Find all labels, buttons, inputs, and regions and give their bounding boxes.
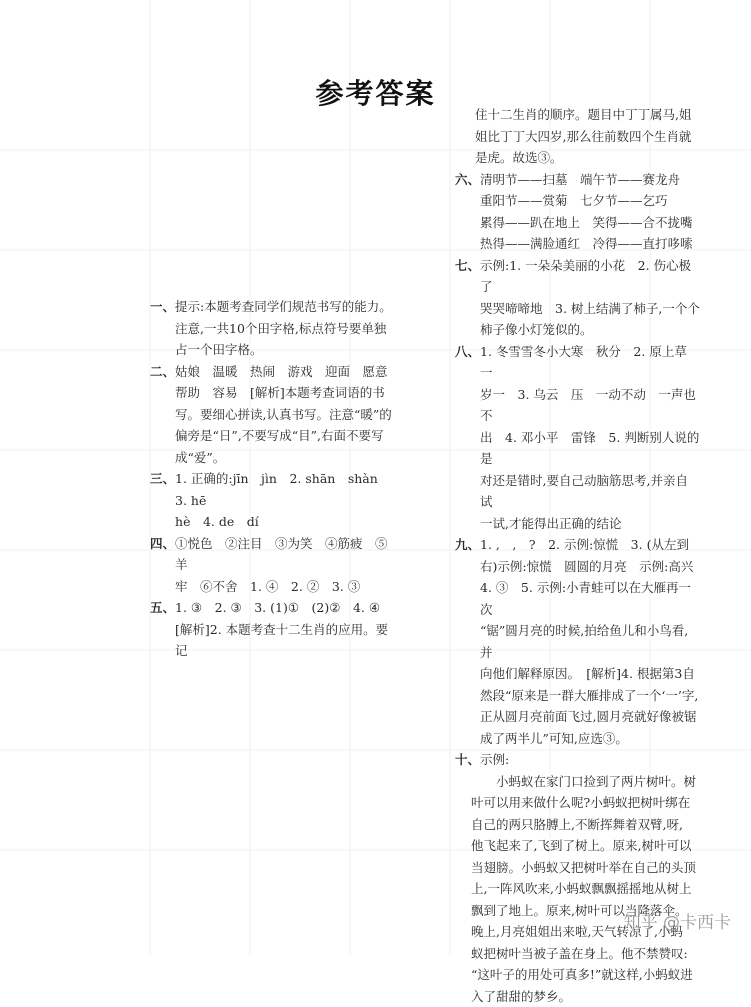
page-title: 参考答案 xyxy=(0,72,751,112)
item-number: 六、 xyxy=(455,169,480,255)
item-text: 1. , , ? 2. 示例:惊慌 3. (从左到 右)示例:惊慌 圆圆的月亮 示例:高兴 4. ③ 5. 示例:小青蛙可以在大雁再一次 “锯”圆月亮的时候,拍给鱼儿和小鸟看,并 向他们解释原因。 [解析]4. 根据第3自 然段“原来是一群大雁排成了一个‘一’字, 正从圆月亮前面飞过,圆月亮就好像被锯 成了两半儿”可知,应选③。 xyxy=(480,534,700,749)
answer-item-5 xyxy=(150,597,400,662)
watermark: 知乎 @卡西卡 xyxy=(624,908,731,933)
item-number: 八、 xyxy=(455,341,480,535)
item-number: 三、 xyxy=(150,468,175,533)
item-text: 1. 冬雪雪冬小大寒 秋分 2. 原上草 一 岁一 3. 乌云 压 一动不动 一声也不 出 4. 邓小平 雷锋 5. 判断别人说的是 对还是错时,要自己动脑筋思考,并亲自试 一试,才能得出正确的结论 xyxy=(480,341,700,535)
answer-item-7 xyxy=(455,255,700,341)
item-text: 清明节——扫墓 端午节——赛龙舟 重阳节——赏菊 七夕节——乞巧 累得——趴在地上 笑得——合不拢嘴 热得——满脸通红 冷得——直打哆嗦 xyxy=(480,169,700,255)
item-number: 十、 xyxy=(455,749,480,771)
item-text: 1. ③ 2. ③ 3. (1)① (2)② 4. ④ [解析]2. 本题考查十二生肖的应用。要记 xyxy=(175,597,400,662)
answer-item-9 xyxy=(455,534,700,749)
item-number: 二、 xyxy=(150,361,175,469)
continued-text: 住十二生肖的顺序。题目中丁丁属马,姐 姐比丁丁大四岁,那么往前数四个生肖就 是虎。故选③。 xyxy=(455,104,700,169)
left-answer-column xyxy=(150,296,400,662)
right-answer-column xyxy=(455,104,700,1007)
answer-item-6 xyxy=(455,169,700,255)
answer-item-10 xyxy=(455,749,700,771)
answer-item-4 xyxy=(150,533,400,598)
item-text: ①悦色 ②注目 ③为笑 ④筋疲 ⑤羊 牢 ⑥不舍 1. ④ 2. ② 3. ③ xyxy=(175,533,400,598)
item-number: 九、 xyxy=(455,534,480,749)
item-number: 一、 xyxy=(150,296,175,361)
item-text: 1. 正确的:jīn jìn 2. shān shàn 3. hē hè 4. de dí xyxy=(175,468,400,533)
item-text: 示例:1. 一朵朵美丽的小花 2. 伤心极了 哭哭啼啼地 3. 树上结满了柿子,一个个 柿子像小灯笼似的。 xyxy=(480,255,700,341)
answer-item-1 xyxy=(150,296,400,361)
item-number: 四、 xyxy=(150,533,175,598)
item-number: 五、 xyxy=(150,597,175,662)
item-text: 提示:本题考查同学们规范书写的能力。 注意,一共10个田字格,标点符号要单独 占一个田字格。 xyxy=(175,296,400,361)
answer-item-2 xyxy=(150,361,400,469)
item-text: 姑娘 温暖 热闹 游戏 迎面 愿意 帮助 容易 [解析]本题考查词语的书 写。要细心拼读,认真书写。注意“暖”的 偏旁是“日”,不要写成“目”,右面不要写 成“爱”。 xyxy=(175,361,400,469)
item-number: 七、 xyxy=(455,255,480,341)
item-text: 示例: xyxy=(480,749,700,771)
sample-essay: 小蚂蚁在家门口捡到了两片树叶。树 叶可以用来做什么呢?小蚂蚁把树叶绑在 自己的两只胳膊上,不断挥舞着双臂,呀, 他飞起来了,飞到了树上。原来,树叶可以 当翅膀。小蚂蚁又把树叶举在自己的头顶 上,一阵风吹来,小蚂蚁飘飘摇摇地从树上 飘到了地上。原来,树叶可以当降落伞。 晚上,月亮姐姐出来啦,天气转凉了,小蚂 蚁把树叶当被子盖在身上。他不禁赞叹: “这叶子的用处可真多!”就这样,小蚂蚁进 入了甜甜的梦乡。 xyxy=(455,771,700,1007)
answer-item-3 xyxy=(150,468,400,533)
answer-item-8 xyxy=(455,341,700,535)
